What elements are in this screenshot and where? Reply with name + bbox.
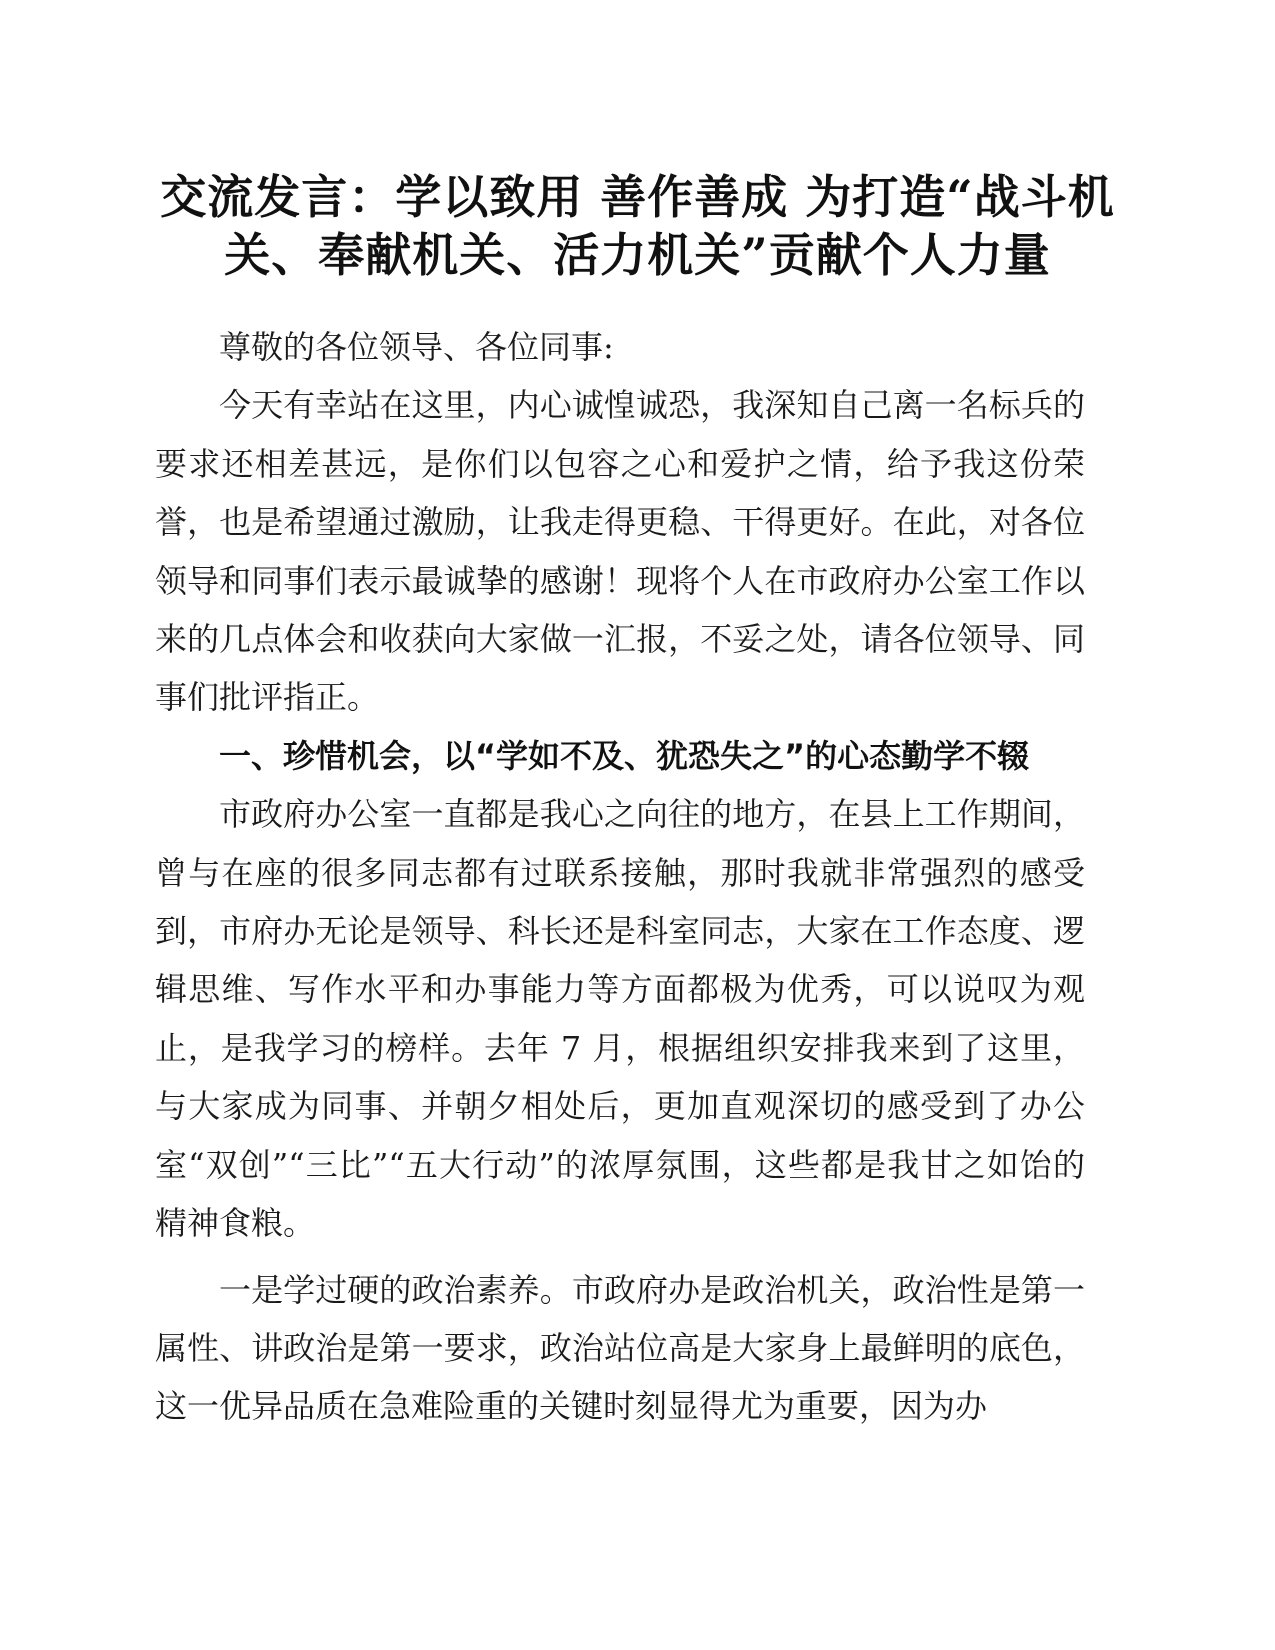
document-title xyxy=(120,168,1155,284)
intro-paragraph: 今天有幸站在这里，内心诚惶诚恐，我深知自己离一名标兵的要求还相差甚远，是你们以包容之心和爱护之情，给予我这份荣誉，也是希望通过激励，让我走得更稳、干得更好。在此，对各位领导和同事们表示最诚挚的感谢！现将个人在市政府办公室工作以来的几点体会和收获向大家做一汇报，不妥之处，请各位领导、同事们批评指正。 xyxy=(155,386,1085,717)
document-body xyxy=(155,318,1085,1436)
title-line-2: 关、奉献机关、活力机关”贡献个人力量 xyxy=(224,228,1051,282)
title-line-1: 交流发言：学以致用 善作善成 为打造“战斗机 xyxy=(160,170,1115,224)
salutation: 尊敬的各位领导、各位同事: xyxy=(219,328,614,366)
section-1-paragraph-1: 市政府办公室一直都是我心之向往的地方，在县上工作期间，曾与在座的很多同志都有过联系接触，那时我就非常强烈的感受到，市府办无论是领导、科长还是科室同志，大家在工作态度、逻辑思维、写作水平和办事能力等方面都极为优秀，可以说叹为观止，是我学习的榜样。去年 7 月，根据组织安排我来到了这里，与大家成为同事、并朝夕相处后，更加直观深切的感受到了办公室“双创”“三比”“五大行动”的浓厚氛围，这些都是我甘之如饴的精神食粮。 xyxy=(155,795,1085,1243)
section-1-paragraph-2: 一是学过硬的政治素养。市政府办是政治机关，政治性是第一属性、讲政治是第一要求，政治站位高是大家身上最鲜明的底色，这一优异品质在急难险重的关键时刻显得尤为重要，因为办 xyxy=(155,1270,1085,1426)
section-heading-1: 一、珍惜机会，以“学如不及、犹恐失之”的心态勤学不辍 xyxy=(219,736,1030,775)
